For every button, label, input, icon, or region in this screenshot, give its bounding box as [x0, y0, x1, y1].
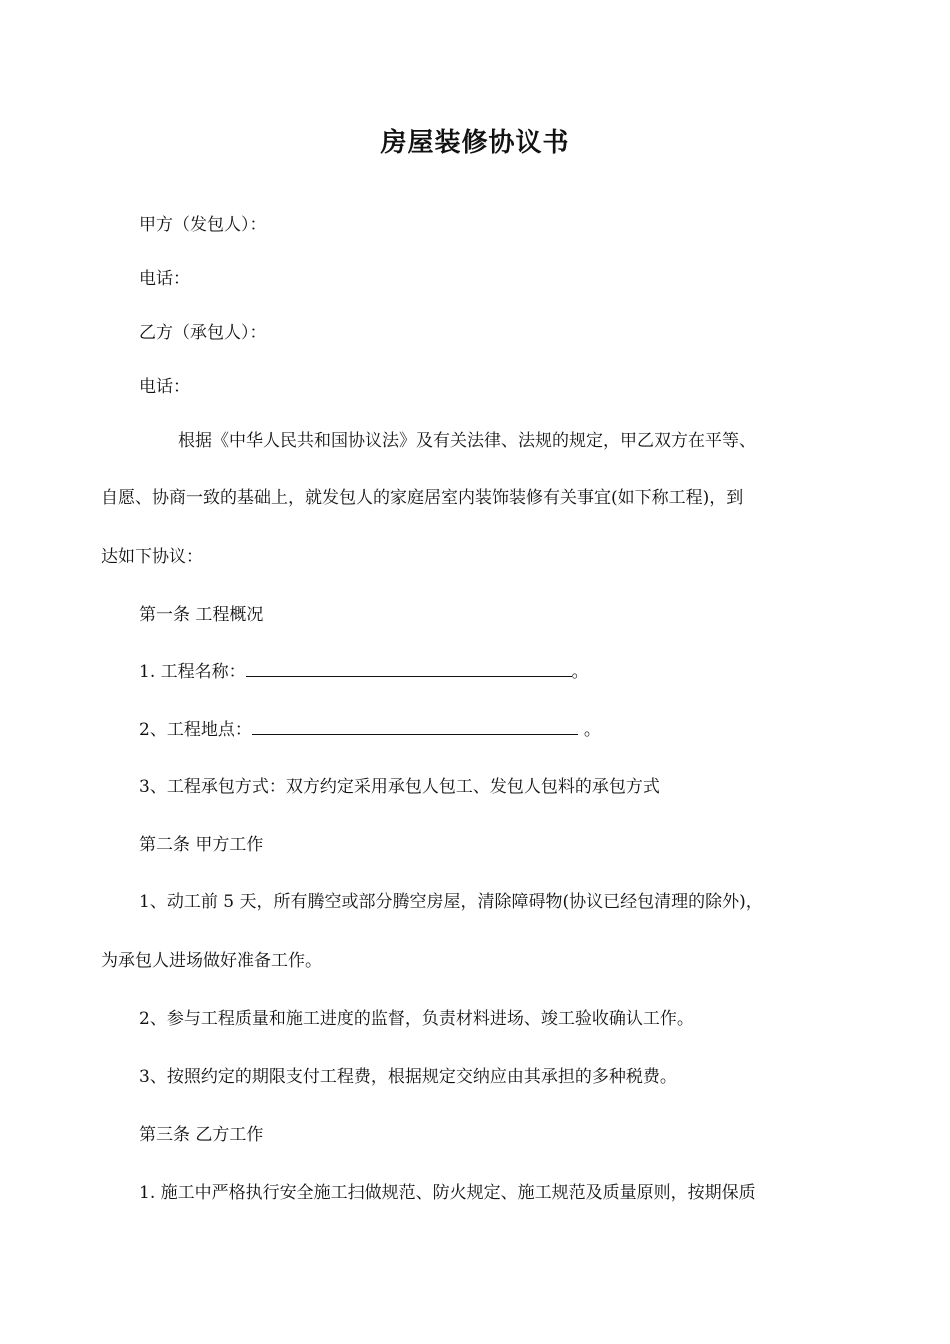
preamble-line-3: 达如下协议： — [101, 547, 203, 567]
article-2-heading: 第二条 甲方工作 — [139, 835, 264, 855]
document-title: 房屋装修协议书 — [380, 128, 570, 158]
article-1-item-2 — [139, 715, 601, 740]
article-2-item-1-line-1: 1、动工前 5 天，所有腾空或部分腾空房屋，清除障碍物(协议已经包清理的除外)， — [139, 892, 763, 912]
preamble-line-1: 根据《中华人民共和国协议法》及有关法律、法规的规定，甲乙双方在平等、 — [178, 431, 756, 451]
party-a-line: 甲方（发包人）： — [139, 215, 267, 235]
article-1-item-3: 3、工程承包方式：双方约定采用承包人包工、发包人包料的承包方式 — [139, 777, 660, 797]
project-location-end: 。 — [583, 720, 601, 740]
party-b-phone-line: 电话： — [139, 377, 190, 397]
party-a-phone-line: 电话： — [139, 269, 190, 289]
project-location-label: 2、工程地点： — [139, 720, 252, 740]
article-2-item-1-line-2: 为承包人进场做好准备工作。 — [101, 951, 322, 971]
article-3-item-1-line-1: 1. 施工中严格执行安全施工扫做规范、防火规定、施工规范及质量原则，按期保质 — [139, 1183, 756, 1203]
project-name-label: 1. 工程名称： — [139, 662, 246, 682]
party-b-line: 乙方（承包人）： — [139, 323, 267, 343]
project-name-blank — [246, 660, 572, 677]
article-1-item-1 — [139, 657, 589, 682]
project-name-end: 。 — [571, 662, 589, 682]
preamble-line-2: 自愿、协商一致的基础上，就发包人的家庭居室内装饰装修有关事宜(如下称工程)，到 — [101, 488, 744, 508]
article-2-item-3: 3、按照约定的期限支付工程费，根据规定交纳应由其承担的多种税费。 — [139, 1067, 677, 1087]
project-location-blank — [252, 718, 578, 735]
article-1-heading: 第一条 工程概况 — [139, 605, 264, 625]
article-2-item-2: 2、参与工程质量和施工进度的监督，负责材料进场、竣工验收确认工作。 — [139, 1009, 694, 1029]
article-3-heading: 第三条 乙方工作 — [139, 1125, 264, 1145]
